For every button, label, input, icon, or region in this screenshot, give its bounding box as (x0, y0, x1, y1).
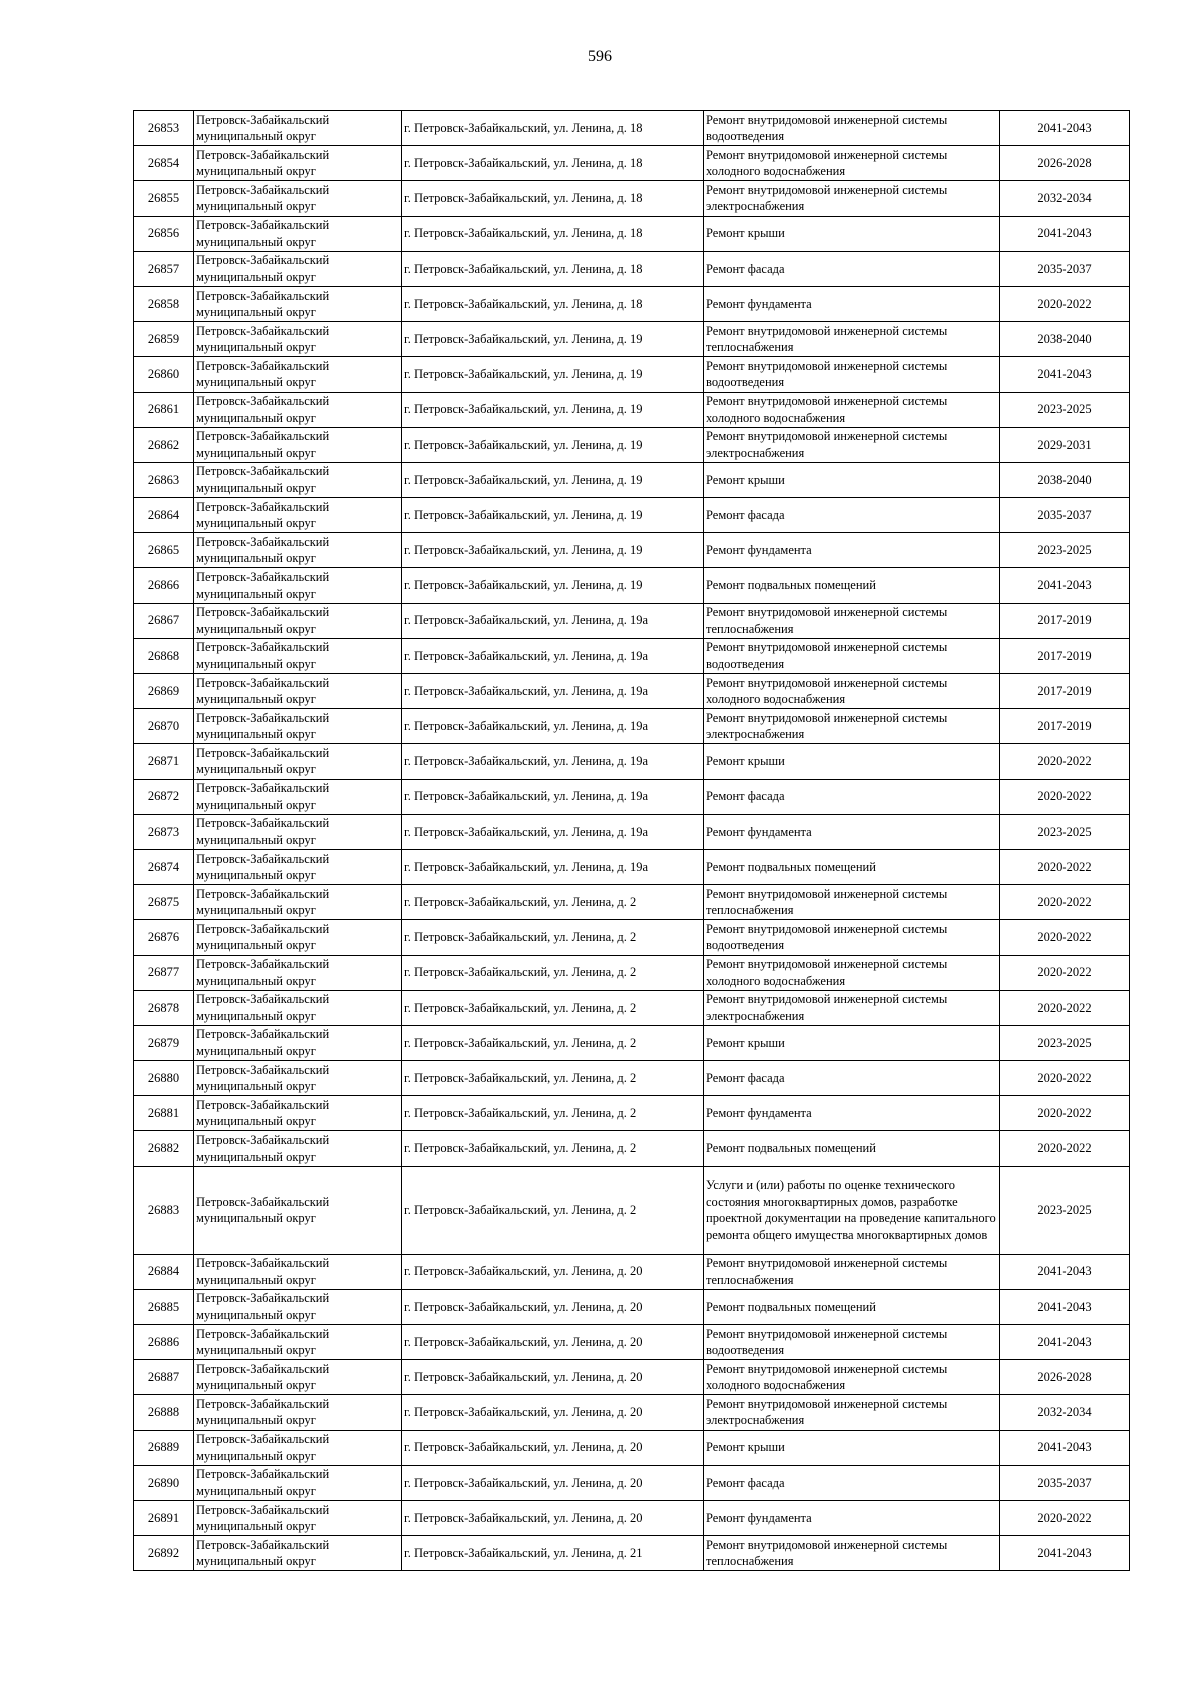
work-type-cell: Ремонт внутридомовой инженерной системы электроснабжения (704, 181, 1000, 216)
period-cell: 2038-2040 (1000, 462, 1130, 497)
municipality-cell: Петровск-Забайкальский муниципальный округ (194, 603, 402, 638)
municipality-cell: Петровск-Забайкальский муниципальный округ (194, 1061, 402, 1096)
address-cell: г. Петровск-Забайкальский, ул. Ленина, д. 2 (402, 1166, 704, 1254)
address-cell: г. Петровск-Забайкальский, ул. Ленина, д. 20 (402, 1360, 704, 1395)
row-number-cell: 26860 (134, 357, 194, 392)
address-cell: г. Петровск-Забайкальский, ул. Ленина, д. 19 (402, 392, 704, 427)
work-type-cell: Ремонт внутридомовой инженерной системы электроснабжения (704, 990, 1000, 1025)
period-cell: 2017-2019 (1000, 674, 1130, 709)
table-row (134, 1025, 1130, 1060)
table-row (134, 146, 1130, 181)
period-cell: 2020-2022 (1000, 286, 1130, 321)
row-number-cell: 26879 (134, 1025, 194, 1060)
municipality-cell: Петровск-Забайкальский муниципальный округ (194, 1395, 402, 1430)
row-number-cell: 26858 (134, 286, 194, 321)
table-row (134, 498, 1130, 533)
municipality-cell: Петровск-Забайкальский муниципальный округ (194, 1536, 402, 1571)
work-type-cell: Ремонт внутридомовой инженерной системы холодного водоснабжения (704, 955, 1000, 990)
period-cell: 2041-2043 (1000, 1289, 1130, 1324)
municipality-cell: Петровск-Забайкальский муниципальный округ (194, 498, 402, 533)
period-cell: 2041-2043 (1000, 1325, 1130, 1360)
period-cell: 2041-2043 (1000, 568, 1130, 603)
table-row (134, 462, 1130, 497)
municipality-cell: Петровск-Забайкальский муниципальный округ (194, 709, 402, 744)
municipality-cell: Петровск-Забайкальский муниципальный округ (194, 568, 402, 603)
address-cell: г. Петровск-Забайкальский, ул. Ленина, д. 21 (402, 1536, 704, 1571)
work-type-cell: Ремонт подвальных помещений (704, 849, 1000, 884)
work-type-cell: Ремонт внутридомовой инженерной системы холодного водоснабжения (704, 146, 1000, 181)
table-row (134, 849, 1130, 884)
period-cell: 2020-2022 (1000, 1131, 1130, 1166)
address-cell: г. Петровск-Забайкальский, ул. Ленина, д. 20 (402, 1325, 704, 1360)
work-type-cell: Ремонт внутридомовой инженерной системы электроснабжения (704, 1395, 1000, 1430)
work-type-cell: Ремонт внутридомовой инженерной системы водоотведения (704, 357, 1000, 392)
period-cell: 2020-2022 (1000, 744, 1130, 779)
address-cell: г. Петровск-Забайкальский, ул. Ленина, д. 20 (402, 1465, 704, 1500)
table-row (134, 814, 1130, 849)
municipality-cell: Петровск-Забайкальский муниципальный округ (194, 357, 402, 392)
municipality-cell: Петровск-Забайкальский муниципальный округ (194, 744, 402, 779)
address-cell: г. Петровск-Забайкальский, ул. Ленина, д. 2 (402, 1096, 704, 1131)
row-number-cell: 26868 (134, 638, 194, 673)
row-number-cell: 26864 (134, 498, 194, 533)
address-cell: г. Петровск-Забайкальский, ул. Ленина, д. 18 (402, 181, 704, 216)
work-type-cell: Ремонт подвальных помещений (704, 1131, 1000, 1166)
address-cell: г. Петровск-Забайкальский, ул. Ленина, д. 2 (402, 885, 704, 920)
work-type-cell: Ремонт внутридомовой инженерной системы теплоснабжения (704, 1536, 1000, 1571)
address-cell: г. Петровск-Забайкальский, ул. Ленина, д. 20 (402, 1500, 704, 1535)
row-number-cell: 26887 (134, 1360, 194, 1395)
period-cell: 2020-2022 (1000, 1096, 1130, 1131)
work-type-cell: Ремонт внутридомовой инженерной системы теплоснабжения (704, 603, 1000, 638)
address-cell: г. Петровск-Забайкальский, ул. Ленина, д. 20 (402, 1254, 704, 1289)
address-cell: г. Петровск-Забайкальский, ул. Ленина, д. 19 (402, 357, 704, 392)
work-type-cell: Ремонт фасада (704, 251, 1000, 286)
table-row (134, 674, 1130, 709)
work-type-cell: Ремонт фасада (704, 498, 1000, 533)
address-cell: г. Петровск-Забайкальский, ул. Ленина, д. 2 (402, 1131, 704, 1166)
municipality-cell: Петровск-Забайкальский муниципальный округ (194, 1131, 402, 1166)
table-row (134, 1254, 1130, 1289)
municipality-cell: Петровск-Забайкальский муниципальный округ (194, 638, 402, 673)
municipality-cell: Петровск-Забайкальский муниципальный округ (194, 1500, 402, 1535)
work-type-cell: Услуги и (или) работы по оценке технического состояния многоквартирных домов, разработке проектной документации на проведение капитального ремонта общего имущества многоквартирных домов (704, 1166, 1000, 1254)
address-cell: г. Петровск-Забайкальский, ул. Ленина, д. 19 (402, 533, 704, 568)
table-row (134, 1395, 1130, 1430)
row-number-cell: 26863 (134, 462, 194, 497)
work-type-cell: Ремонт крыши (704, 1430, 1000, 1465)
work-type-cell: Ремонт фундамента (704, 533, 1000, 568)
address-cell: г. Петровск-Забайкальский, ул. Ленина, д. 2 (402, 955, 704, 990)
row-number-cell: 26865 (134, 533, 194, 568)
period-cell: 2020-2022 (1000, 955, 1130, 990)
period-cell: 2023-2025 (1000, 1025, 1130, 1060)
table-row (134, 1500, 1130, 1535)
work-type-cell: Ремонт внутридомовой инженерной системы холодного водоснабжения (704, 674, 1000, 709)
table-row (134, 1360, 1130, 1395)
row-number-cell: 26875 (134, 885, 194, 920)
municipality-cell: Петровск-Забайкальский муниципальный округ (194, 322, 402, 357)
period-cell: 2017-2019 (1000, 709, 1130, 744)
period-cell: 2032-2034 (1000, 1395, 1130, 1430)
table-row (134, 779, 1130, 814)
table-row (134, 1465, 1130, 1500)
capital-repair-table (133, 110, 1130, 1571)
period-cell: 2041-2043 (1000, 1430, 1130, 1465)
row-number-cell: 26881 (134, 1096, 194, 1131)
table-row (134, 392, 1130, 427)
row-number-cell: 26890 (134, 1465, 194, 1500)
row-number-cell: 26878 (134, 990, 194, 1025)
table-row (134, 1430, 1130, 1465)
period-cell: 2020-2022 (1000, 1500, 1130, 1535)
table-row (134, 111, 1130, 146)
period-cell: 2038-2040 (1000, 322, 1130, 357)
municipality-cell: Петровск-Забайкальский муниципальный округ (194, 990, 402, 1025)
address-cell: г. Петровск-Забайкальский, ул. Ленина, д. 20 (402, 1289, 704, 1324)
address-cell: г. Петровск-Забайкальский, ул. Ленина, д. 19а (402, 779, 704, 814)
work-type-cell: Ремонт крыши (704, 1025, 1000, 1060)
row-number-cell: 26888 (134, 1395, 194, 1430)
row-number-cell: 26877 (134, 955, 194, 990)
period-cell: 2032-2034 (1000, 181, 1130, 216)
address-cell: г. Петровск-Забайкальский, ул. Ленина, д. 19 (402, 462, 704, 497)
row-number-cell: 26870 (134, 709, 194, 744)
address-cell: г. Петровск-Забайкальский, ул. Ленина, д. 19а (402, 638, 704, 673)
municipality-cell: Петровск-Забайкальский муниципальный округ (194, 286, 402, 321)
row-number-cell: 26859 (134, 322, 194, 357)
address-cell: г. Петровск-Забайкальский, ул. Ленина, д. 18 (402, 146, 704, 181)
municipality-cell: Петровск-Забайкальский муниципальный округ (194, 1360, 402, 1395)
municipality-cell: Петровск-Забайкальский муниципальный округ (194, 427, 402, 462)
period-cell: 2035-2037 (1000, 1465, 1130, 1500)
page-number: 596 (588, 48, 612, 65)
address-cell: г. Петровск-Забайкальский, ул. Ленина, д. 19а (402, 674, 704, 709)
work-type-cell: Ремонт фундамента (704, 1500, 1000, 1535)
period-cell: 2041-2043 (1000, 216, 1130, 251)
municipality-cell: Петровск-Забайкальский муниципальный округ (194, 462, 402, 497)
period-cell: 2017-2019 (1000, 638, 1130, 673)
address-cell: г. Петровск-Забайкальский, ул. Ленина, д. 19а (402, 849, 704, 884)
work-type-cell: Ремонт крыши (704, 744, 1000, 779)
municipality-cell: Петровск-Забайкальский муниципальный округ (194, 181, 402, 216)
period-cell: 2041-2043 (1000, 1254, 1130, 1289)
row-number-cell: 26861 (134, 392, 194, 427)
address-cell: г. Петровск-Забайкальский, ул. Ленина, д. 2 (402, 1025, 704, 1060)
table-row (134, 322, 1130, 357)
table-row (134, 216, 1130, 251)
row-number-cell: 26884 (134, 1254, 194, 1289)
municipality-cell: Петровск-Забайкальский муниципальный округ (194, 920, 402, 955)
table-row (134, 1536, 1130, 1571)
municipality-cell: Петровск-Забайкальский муниципальный округ (194, 814, 402, 849)
work-type-cell: Ремонт внутридомовой инженерной системы водоотведения (704, 111, 1000, 146)
work-type-cell: Ремонт подвальных помещений (704, 1289, 1000, 1324)
table-row (134, 357, 1130, 392)
table-row (134, 286, 1130, 321)
row-number-cell: 26854 (134, 146, 194, 181)
address-cell: г. Петровск-Забайкальский, ул. Ленина, д. 19а (402, 814, 704, 849)
table-row (134, 181, 1130, 216)
municipality-cell: Петровск-Забайкальский муниципальный округ (194, 1465, 402, 1500)
work-type-cell: Ремонт внутридомовой инженерной системы водоотведения (704, 1325, 1000, 1360)
row-number-cell: 26857 (134, 251, 194, 286)
table-row (134, 990, 1130, 1025)
table-row (134, 603, 1130, 638)
address-cell: г. Петровск-Забайкальский, ул. Ленина, д. 2 (402, 920, 704, 955)
address-cell: г. Петровск-Забайкальский, ул. Ленина, д. 19 (402, 498, 704, 533)
period-cell: 2029-2031 (1000, 427, 1130, 462)
address-cell: г. Петровск-Забайкальский, ул. Ленина, д. 2 (402, 990, 704, 1025)
row-number-cell: 26855 (134, 181, 194, 216)
row-number-cell: 26867 (134, 603, 194, 638)
work-type-cell: Ремонт внутридомовой инженерной системы холодного водоснабжения (704, 1360, 1000, 1395)
table-row (134, 1061, 1130, 1096)
row-number-cell: 26874 (134, 849, 194, 884)
period-cell: 2026-2028 (1000, 146, 1130, 181)
period-cell: 2023-2025 (1000, 533, 1130, 568)
municipality-cell: Петровск-Забайкальский муниципальный округ (194, 1096, 402, 1131)
table-row (134, 1325, 1130, 1360)
row-number-cell: 26892 (134, 1536, 194, 1571)
work-type-cell: Ремонт внутридомовой инженерной системы теплоснабжения (704, 1254, 1000, 1289)
row-number-cell: 26853 (134, 111, 194, 146)
table-row (134, 709, 1130, 744)
address-cell: г. Петровск-Забайкальский, ул. Ленина, д. 19а (402, 603, 704, 638)
municipality-cell: Петровск-Забайкальский муниципальный округ (194, 533, 402, 568)
row-number-cell: 26862 (134, 427, 194, 462)
row-number-cell: 26873 (134, 814, 194, 849)
period-cell: 2020-2022 (1000, 779, 1130, 814)
address-cell: г. Петровск-Забайкальский, ул. Ленина, д. 19а (402, 709, 704, 744)
period-cell: 2041-2043 (1000, 111, 1130, 146)
period-cell: 2035-2037 (1000, 498, 1130, 533)
address-cell: г. Петровск-Забайкальский, ул. Ленина, д. 18 (402, 111, 704, 146)
period-cell: 2041-2043 (1000, 1536, 1130, 1571)
table-row (134, 1166, 1130, 1254)
table-row (134, 1131, 1130, 1166)
work-type-cell: Ремонт фундамента (704, 814, 1000, 849)
row-number-cell: 26891 (134, 1500, 194, 1535)
table-row (134, 1289, 1130, 1324)
period-cell: 2020-2022 (1000, 920, 1130, 955)
address-cell: г. Петровск-Забайкальский, ул. Ленина, д. 19 (402, 427, 704, 462)
period-cell: 2020-2022 (1000, 885, 1130, 920)
table-row (134, 744, 1130, 779)
municipality-cell: Петровск-Забайкальский муниципальный округ (194, 251, 402, 286)
address-cell: г. Петровск-Забайкальский, ул. Ленина, д. 19 (402, 322, 704, 357)
municipality-cell: Петровск-Забайкальский муниципальный округ (194, 885, 402, 920)
work-type-cell: Ремонт внутридомовой инженерной системы водоотведения (704, 920, 1000, 955)
work-type-cell: Ремонт крыши (704, 216, 1000, 251)
work-type-cell: Ремонт подвальных помещений (704, 568, 1000, 603)
row-number-cell: 26886 (134, 1325, 194, 1360)
period-cell: 2020-2022 (1000, 849, 1130, 884)
municipality-cell: Петровск-Забайкальский муниципальный округ (194, 1166, 402, 1254)
row-number-cell: 26866 (134, 568, 194, 603)
table-row (134, 568, 1130, 603)
row-number-cell: 26876 (134, 920, 194, 955)
row-number-cell: 26856 (134, 216, 194, 251)
period-cell: 2017-2019 (1000, 603, 1130, 638)
address-cell: г. Петровск-Забайкальский, ул. Ленина, д. 19 (402, 568, 704, 603)
work-type-cell: Ремонт внутридомовой инженерной системы холодного водоснабжения (704, 392, 1000, 427)
municipality-cell: Петровск-Забайкальский муниципальный округ (194, 1254, 402, 1289)
row-number-cell: 26872 (134, 779, 194, 814)
municipality-cell: Петровск-Забайкальский муниципальный округ (194, 111, 402, 146)
municipality-cell: Петровск-Забайкальский муниципальный округ (194, 779, 402, 814)
work-type-cell: Ремонт внутридомовой инженерной системы электроснабжения (704, 709, 1000, 744)
period-cell: 2020-2022 (1000, 1061, 1130, 1096)
row-number-cell: 26883 (134, 1166, 194, 1254)
work-type-cell: Ремонт крыши (704, 462, 1000, 497)
address-cell: г. Петровск-Забайкальский, ул. Ленина, д. 20 (402, 1395, 704, 1430)
table-row (134, 638, 1130, 673)
period-cell: 2023-2025 (1000, 814, 1130, 849)
row-number-cell: 26882 (134, 1131, 194, 1166)
municipality-cell: Петровск-Забайкальский муниципальный округ (194, 955, 402, 990)
period-cell: 2020-2022 (1000, 990, 1130, 1025)
period-cell: 2035-2037 (1000, 251, 1130, 286)
municipality-cell: Петровск-Забайкальский муниципальный округ (194, 146, 402, 181)
work-type-cell: Ремонт фасада (704, 1465, 1000, 1500)
address-cell: г. Петровск-Забайкальский, ул. Ленина, д. 18 (402, 251, 704, 286)
period-cell: 2023-2025 (1000, 392, 1130, 427)
address-cell: г. Петровск-Забайкальский, ул. Ленина, д. 19а (402, 744, 704, 779)
municipality-cell: Петровск-Забайкальский муниципальный округ (194, 1430, 402, 1465)
row-number-cell: 26889 (134, 1430, 194, 1465)
table-row (134, 427, 1130, 462)
work-type-cell: Ремонт внутридомовой инженерной системы водоотведения (704, 638, 1000, 673)
municipality-cell: Петровск-Забайкальский муниципальный округ (194, 216, 402, 251)
table-row (134, 1096, 1130, 1131)
work-type-cell: Ремонт фасада (704, 779, 1000, 814)
row-number-cell: 26869 (134, 674, 194, 709)
table-row (134, 920, 1130, 955)
municipality-cell: Петровск-Забайкальский муниципальный округ (194, 392, 402, 427)
table-body (134, 111, 1130, 1571)
municipality-cell: Петровск-Забайкальский муниципальный округ (194, 849, 402, 884)
period-cell: 2026-2028 (1000, 1360, 1130, 1395)
table-row (134, 533, 1130, 568)
period-cell: 2041-2043 (1000, 357, 1130, 392)
work-type-cell: Ремонт фасада (704, 1061, 1000, 1096)
municipality-cell: Петровск-Забайкальский муниципальный округ (194, 1289, 402, 1324)
work-type-cell: Ремонт внутридомовой инженерной системы теплоснабжения (704, 322, 1000, 357)
municipality-cell: Петровск-Забайкальский муниципальный округ (194, 674, 402, 709)
table-row (134, 885, 1130, 920)
address-cell: г. Петровск-Забайкальский, ул. Ленина, д. 18 (402, 286, 704, 321)
table-row (134, 955, 1130, 990)
address-cell: г. Петровск-Забайкальский, ул. Ленина, д. 2 (402, 1061, 704, 1096)
row-number-cell: 26871 (134, 744, 194, 779)
row-number-cell: 26885 (134, 1289, 194, 1324)
address-cell: г. Петровск-Забайкальский, ул. Ленина, д. 20 (402, 1430, 704, 1465)
municipality-cell: Петровск-Забайкальский муниципальный округ (194, 1325, 402, 1360)
work-type-cell: Ремонт внутридомовой инженерной системы теплоснабжения (704, 885, 1000, 920)
period-cell: 2023-2025 (1000, 1166, 1130, 1254)
municipality-cell: Петровск-Забайкальский муниципальный округ (194, 1025, 402, 1060)
table-row (134, 251, 1130, 286)
work-type-cell: Ремонт фундамента (704, 1096, 1000, 1131)
address-cell: г. Петровск-Забайкальский, ул. Ленина, д. 18 (402, 216, 704, 251)
work-type-cell: Ремонт внутридомовой инженерной системы электроснабжения (704, 427, 1000, 462)
work-type-cell: Ремонт фундамента (704, 286, 1000, 321)
row-number-cell: 26880 (134, 1061, 194, 1096)
